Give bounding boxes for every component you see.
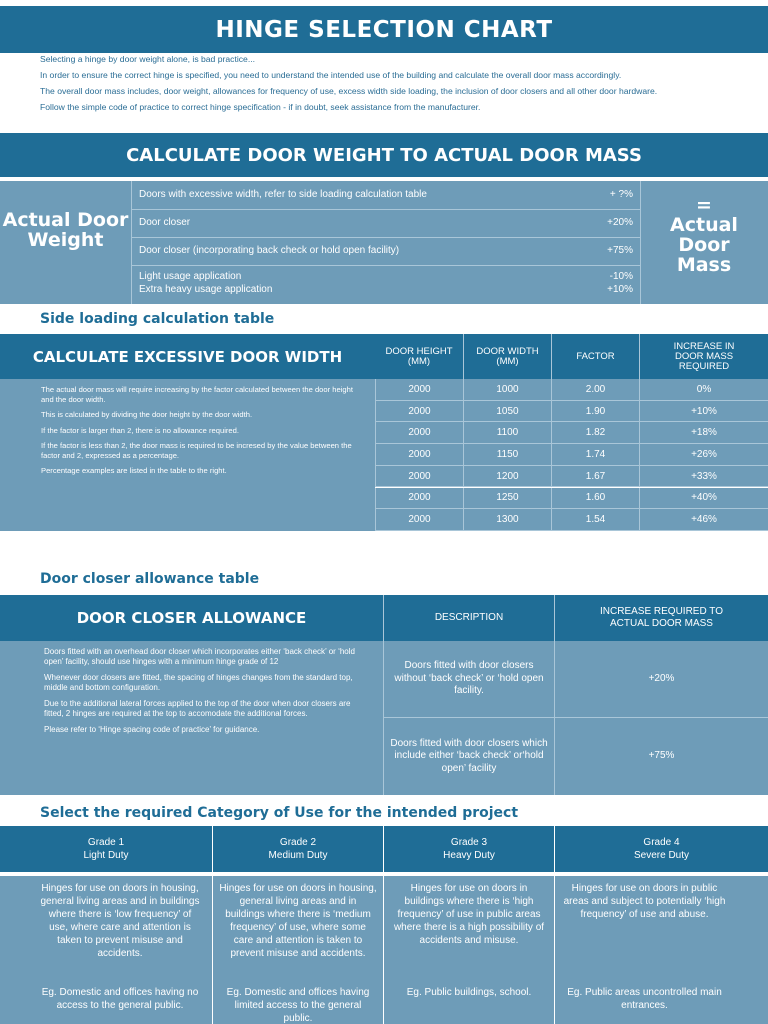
grade-description: Hinges for use on doors in housing, general living areas and in buildings where there is ‘medium frequency’ of use, where some care and attention is taken to prevent misuse and accidents. [219,883,377,959]
side-loading-table [0,334,768,531]
cell: 2000 [375,379,463,401]
cell: 2000 [375,422,463,444]
calc-row-label: Light usage application [139,271,242,282]
table-row [375,422,768,444]
category-of-use-title: Select the required Category of Use for the intended project [40,805,519,821]
grade-body [0,876,212,1024]
closer-description: Doors fitted with door closers without ‘back check’ or ‘hold open facility. [383,641,554,718]
side-loading-heading: CALCULATE EXCESSIVE DOOR WIDTH [0,334,375,379]
col-door-width: DOOR WIDTH (MM) [463,334,551,379]
col-increase-required: INCREASE REQUIRED TO ACTUAL DOOR MASS [554,595,768,641]
table-row [375,466,768,488]
cell: 0% [639,379,768,401]
cell: 1.54 [551,509,639,531]
cell: +18% [639,422,768,444]
calc-row-value: + ?% [609,189,633,200]
note: If the factor is less than 2, the door mass is required to be incresed by the value between the factor and 2, expressed as a percentage. [41,441,352,460]
cell: 1.82 [551,422,639,444]
grade-example: Eg. Public buildings, school. [406,987,532,998]
table-row [375,509,768,531]
cell: 2000 [375,444,463,466]
cell: 1250 [463,488,551,510]
actual-door-mass-label [640,195,768,275]
cell: 1.67 [551,466,639,488]
grade-body [213,876,383,1024]
intro-paragraph: Follow the simple code of practice to correct hinge specification - if in doubt, seek assistance from the manufacturer. [40,102,481,112]
cell: 1.74 [551,444,639,466]
grade-description: Hinges for use on doors in public areas and subject to potentially ‘high frequency’ of use and abuse. [563,883,726,920]
col-door-height: DOOR HEIGHT (MM) [375,334,463,379]
col-factor: FACTOR [551,334,639,379]
cell: 1300 [463,509,551,531]
page-title: HINGE SELECTION CHART [0,6,768,53]
calc-row-label: Door closer (incorporating back check or hold open facility) [139,245,400,256]
cell: +46% [639,509,768,531]
cell: 2.00 [551,379,639,401]
cell: 2000 [375,509,463,531]
cell: 1.60 [551,488,639,510]
side-loading-title: Side loading calculation table [40,311,275,327]
cell: 1050 [463,401,551,423]
calc-row [131,181,640,210]
grade-description: Hinges for use on doors in housing, general living areas and in buildings where there is ‘low frequency’ of use, where care and attention is taken to prevent misuse and accidents. [40,883,200,959]
calc-table [0,181,768,304]
grade-name: Grade 2 [279,837,317,848]
closer-increase: +20% [554,641,768,718]
cell: 1000 [463,379,551,401]
equals-symbol: = [696,194,712,216]
col-description: DESCRIPTION [383,595,554,641]
cell: 1200 [463,466,551,488]
cell: 1.90 [551,401,639,423]
grade-example: Eg. Public areas uncontrolled main entrances. [567,987,722,1011]
closer-increase: +75% [554,718,768,795]
actual-door-weight-label: Actual Door Weight [2,209,129,251]
door-closer-title: Door closer allowance table [40,571,260,587]
cell: +26% [639,444,768,466]
grade-duty: Light Duty [83,850,129,861]
calc-row [131,266,640,304]
grade-name: Grade 1 [87,837,125,848]
note: This is calculated by dividing the door height by the door width. [41,410,253,419]
grade-name: Grade 3 [450,837,488,848]
grade-body [384,876,554,1024]
door-closer-notes [0,641,383,795]
grade-name: Grade 4 [643,837,680,848]
intro-paragraph: Selecting a hinge by door weight alone, is bad practice... [40,54,255,64]
calc-row-value: +10% [607,284,633,295]
table-row [375,488,768,510]
door-closer-heading: DOOR CLOSER ALLOWANCE [0,595,383,641]
calc-row-label: Doors with excessive width, refer to side loading calculation table [139,189,427,200]
calc-row-value: +75% [607,245,633,256]
col-increase: INCREASE IN DOOR MASS REQUIRED [639,334,768,379]
calc-row-value: -10% [609,271,633,282]
grade-header [384,826,554,872]
actual-mass-text: Actual Door Mass [670,214,738,276]
table-row [375,379,768,401]
table-row [375,401,768,423]
grades-table [0,826,768,1024]
closer-description: Doors fitted with door closers which include either ‘back check’ or‘hold open’ facility [383,718,554,795]
cell: 1150 [463,444,551,466]
intro-paragraph: The overall door mass includes, door weight, allowances for frequency of use, excess width side loading, the inclusion of door closers and all other door hardware. [40,86,658,96]
grade-example: Eg. Domestic and offices having limited access to the general public. [226,987,370,1024]
table-row [375,444,768,466]
note: If the factor is larger than 2, there is no allowance required. [41,425,239,435]
grade-description: Hinges for use on doors in buildings where there is ‘high frequency’ of use in public areas where there is a high possibility of accidents and misuse. [393,883,545,946]
cell: 1100 [463,422,551,444]
note: Due to the additional lateral forces applied to the top of the door when door closers are fitted, 2 hinges are required at the top to accomodate the additional forces. [44,699,351,718]
intro-paragraph: In order to ensure the correct hinge is specified, you need to understand the intended use of the building and calculate the overall door mass accordingly. [40,70,622,80]
calc-row-label: Door closer [139,217,191,228]
grade-body [555,876,768,1024]
intro-text [40,54,730,118]
grade-duty: Severe Duty [633,850,690,861]
cell: +40% [639,488,768,510]
door-closer-table [0,595,768,795]
cell: 2000 [375,488,463,510]
note: Please refer to ‘Hinge spacing code of practice’ for guidance. [44,725,260,734]
grade-header [555,826,768,872]
calc-heading: CALCULATE DOOR WEIGHT TO ACTUAL DOOR MASS [0,133,768,177]
note: Doors fitted with an overhead door closer which incorporates either ‘back check’ or ‘hold open’ facility, should use hinges with a minimum hinge grade of 12 [44,647,355,666]
grade-header [213,826,383,872]
cell: +10% [639,401,768,423]
grade-duty: Medium Duty [268,850,328,861]
note: Percentage examples are listed in the table to the right. [41,466,227,475]
calc-row-value: +20% [607,217,633,228]
calc-row [131,210,640,238]
cell: +33% [639,466,768,488]
note: Whenever door closers are fitted, the spacing of hinges changes from the standard top, middle and bottom configuration. [44,673,353,692]
grade-header [0,826,212,872]
calc-row-label: Extra heavy usage application [139,284,273,295]
grade-duty: Heavy Duty [443,850,495,861]
note: The actual door mass will require increasing by the factor calculated between the door height and the door width. [41,385,353,404]
grade-example: Eg. Domestic and offices having no access to the general public. [41,987,199,1011]
side-loading-notes [0,379,375,531]
calc-row [131,238,640,266]
cell: 2000 [375,401,463,423]
cell: 2000 [375,466,463,488]
